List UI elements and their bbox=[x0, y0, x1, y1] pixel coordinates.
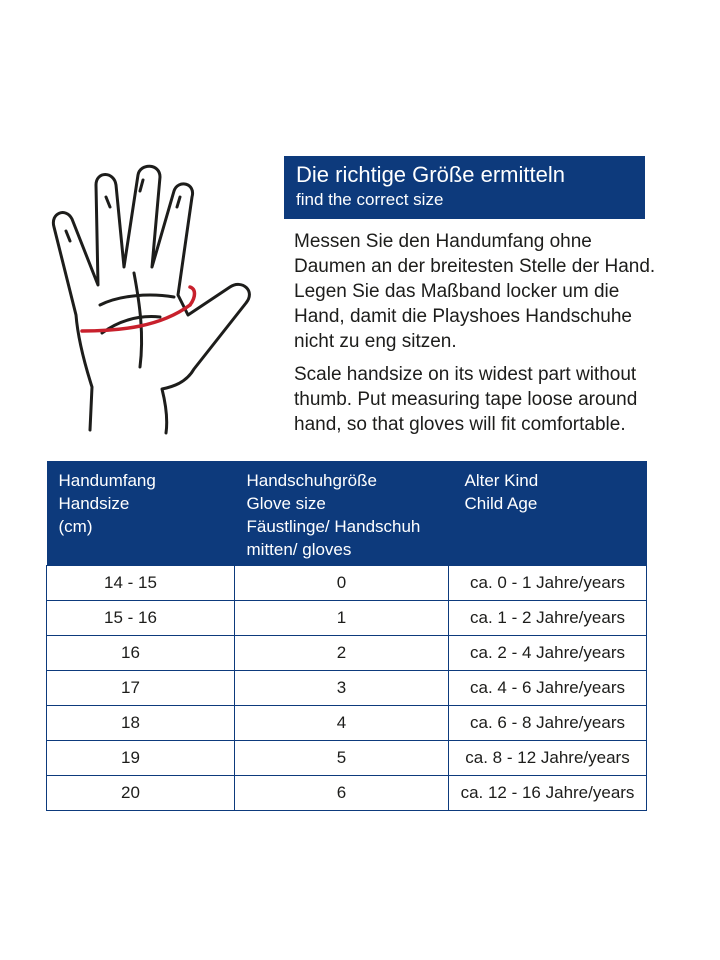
cell-handsize: 16 bbox=[47, 635, 235, 670]
cell-glove-size: 5 bbox=[235, 740, 449, 775]
header-glove-size: Handschuhgröße Glove size Fäustlinge/ Handschuh mitten/ gloves bbox=[235, 461, 449, 565]
table-row bbox=[47, 565, 647, 600]
header-handsize: Handumfang Handsize (cm) bbox=[47, 461, 235, 565]
size-table bbox=[46, 461, 647, 811]
cell-child-age: ca. 12 - 16 Jahre/years bbox=[449, 775, 647, 810]
cell-child-age: ca. 1 - 2 Jahre/years bbox=[449, 600, 647, 635]
cell-glove-size: 0 bbox=[235, 565, 449, 600]
header-child-age: Alter Kind Child Age bbox=[449, 461, 647, 565]
table-row bbox=[47, 775, 647, 810]
table-row bbox=[47, 600, 647, 635]
cell-glove-size: 2 bbox=[235, 635, 449, 670]
instructions-german: Messen Sie den Handumfang ohne Daumen an der breitesten Stelle der Hand. Legen Sie das Maßband locker um die Hand, damit die Playshoes Handschuhe nicht zu eng sitzen. bbox=[294, 231, 656, 352]
title-banner bbox=[284, 156, 645, 219]
table-header-row bbox=[47, 461, 647, 565]
cell-child-age: ca. 0 - 1 Jahre/years bbox=[449, 565, 647, 600]
table-row bbox=[47, 740, 647, 775]
cell-handsize: 20 bbox=[47, 775, 235, 810]
cell-glove-size: 6 bbox=[235, 775, 449, 810]
cell-child-age: ca. 4 - 6 Jahre/years bbox=[449, 670, 647, 705]
hand-outline bbox=[53, 166, 249, 433]
cell-child-age: ca. 2 - 4 Jahre/years bbox=[449, 635, 647, 670]
table-row bbox=[47, 705, 647, 740]
cell-handsize: 15 - 16 bbox=[47, 600, 235, 635]
cell-handsize: 14 - 15 bbox=[47, 565, 235, 600]
cell-child-age: ca. 8 - 12 Jahre/years bbox=[449, 740, 647, 775]
table-row bbox=[47, 670, 647, 705]
title-german: Die richtige Größe ermitteln bbox=[296, 162, 565, 187]
cell-glove-size: 3 bbox=[235, 670, 449, 705]
cell-handsize: 19 bbox=[47, 740, 235, 775]
instructions-english: Scale handsize on its widest part without thumb. Put measuring tape loose around hand, so that gloves will fit comfortable. bbox=[294, 364, 638, 435]
cell-glove-size: 1 bbox=[235, 600, 449, 635]
title-english: find the correct size bbox=[296, 190, 444, 209]
cell-handsize: 18 bbox=[47, 705, 235, 740]
table-row bbox=[47, 635, 647, 670]
cell-child-age: ca. 6 - 8 Jahre/years bbox=[449, 705, 647, 740]
hand-measure-icon bbox=[40, 155, 270, 435]
cell-handsize: 17 bbox=[47, 670, 235, 705]
cell-glove-size: 4 bbox=[235, 705, 449, 740]
